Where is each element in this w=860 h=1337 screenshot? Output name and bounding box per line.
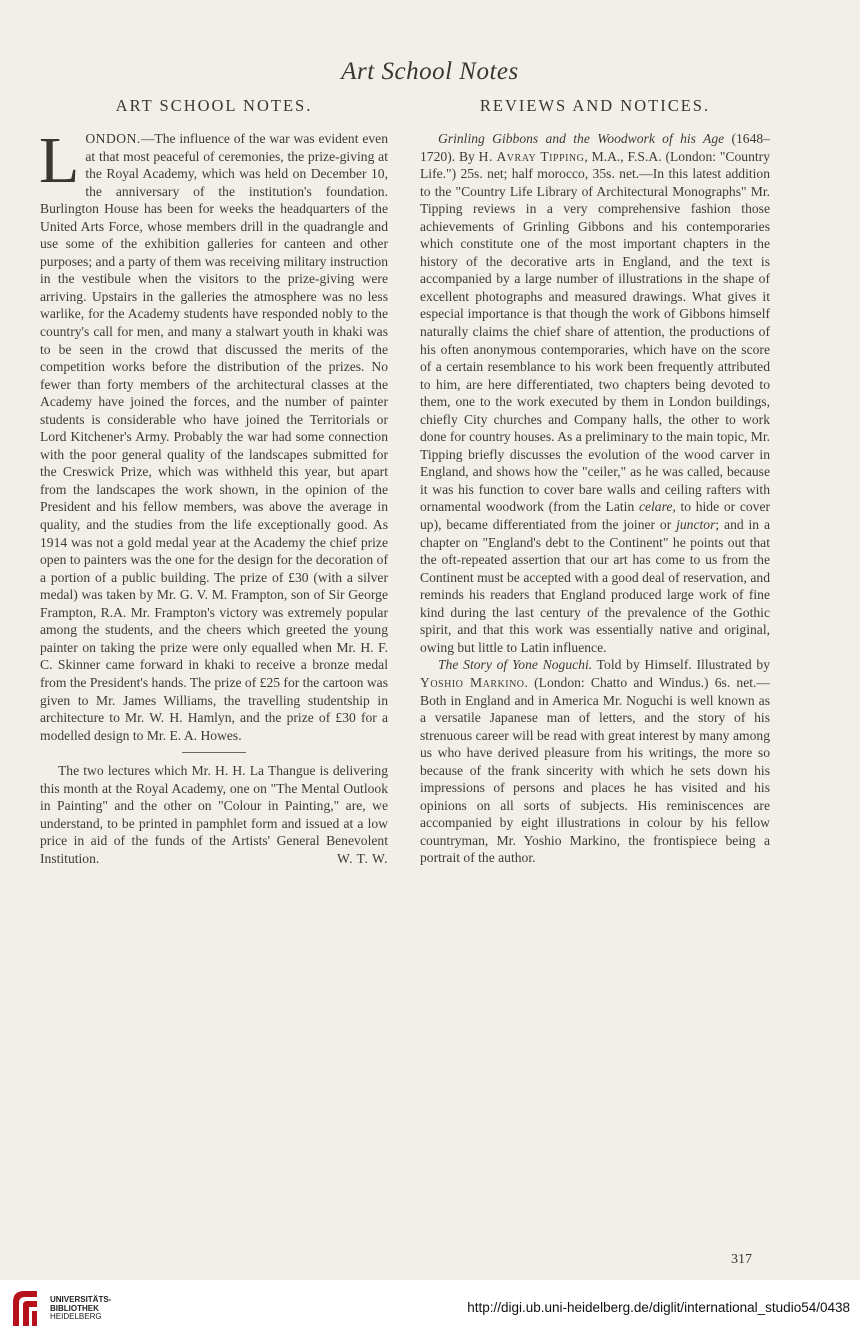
opening-paragraph-text: —The influence of the war was evident even at that most peaceful of ceremonies, the prize-giving at the Royal Academy, which was held on December 10, the anniversary of the institution's foundation. Burlington House has been for weeks the headquarters of the United Arts Force, whose members drill in the quadrangle and use some of the exhibition galleries for canteen and other purposes; and a party of them was receiving military instruction in the vestibule when the visitors to the prize-giving were arriving. Upstairs in the galleries the atmosphere was no less warlike, for the Academy students have responded nobly to the country's call for men, and many a stalwart youth in khaki was to be seen in the crowd that discussed the merits of the competition works before the distribution of the prizes. No fewer than forty members of the architectural classes at the Academy have joined the forces, and the number of painter students is considerable who have joined the Territorials or Lord Kitchener's Army. Probably the war had some connection with the poor general quality of the landscapes submitted for the Creswick Prize, which was withheld this year, but apart from the landscapes the work shown, in the opinion of the President and his fellow members, was above the average in quality, and the studies from the life exceptionally good. As 1914 was not a gold medal year at the Academy the chief prize open to painters was the one for the design for the decoration of a portion of a public building. The prize of £30 (with a silver medal) was taken by Mr. G. V. M. Frampton, son of Sir George Frampton, R.A. Mr. Frampton's victory was extremely popular among the students, and the cheers which greeted the young painter on taking the prize were only equalled when Mr. H. F. C. Skinner came forward in khaki to receive a bronze medal from the President's hands. The prize of £25 for the cartoon was given to Mr. James Williams, the travelling studentship in architecture to Mr. W. H. Hamlyn, and the prize of £30 for a modelled design to Mr. E. A. Howes. xyxy=(40,131,388,743)
author-signature: W. T. W. xyxy=(337,850,388,866)
review-2-intro: Told by Himself. Illustrated by xyxy=(592,657,770,673)
source-url-link[interactable]: http://digi.ub.uni-heidelberg.de/diglit/international_studio54/0438 xyxy=(467,1300,850,1315)
review-1-latin-junctor: junctor xyxy=(676,517,716,533)
opening-paragraph xyxy=(39,124,388,744)
running-title: Art School Notes xyxy=(341,58,519,85)
review-1-title: Grinling Gibbons and the Woodwork of his Age xyxy=(438,131,725,146)
university-library-logo-icon xyxy=(10,1288,40,1328)
review-grinling-gibbons xyxy=(420,130,770,656)
review-1-end: ; and in a chapter on "England's debt to the Continent" he points out that the oft-repeated assertion that our art has come to us from the Continent must be accepted with a good deal of reservation, and reminds his readers that England produced large work of fine kind during the last century of the prevalence of the Gothic spirit, and that this work was essentially native and original, owing but little to Latin influence. xyxy=(420,517,770,655)
review-1-middle: , to hide or cover up), became differentiated from the joiner or xyxy=(420,499,771,533)
art-school-notes-heading: ART SCHOOL NOTES. xyxy=(115,96,313,115)
library-line-3: HEIDELBERG xyxy=(50,1312,102,1321)
left-column xyxy=(40,96,388,867)
review-1-body: , M.A., F.S.A. (London: "Country Life.") 25s. net; half morocco, 35s. net.—In this latest addition to the "Country Life Library of Architectural Monographs" Mr. Tipping reviews in a very comprehensive fashion those achievements of Grinling Gibbons and his contemporaries which constitute one of the most important chapters in the history of the decorative arts in England, and the text is accompanied by a large number of illustrations in the shape of excellent photographs and measured drawings. What gives it especial importance is that though the work of Gibbons himself naturally claims the chief share of attention, the productions of his often anonymous contemporaries, which have on the score of a certain resemblance to his work been frequently attributed to him, are here differentiated, two chapters being devoted to them, one to the work executed by them in London buildings, chiefly City churches and Company halls, the other to work done for country houses. As a preliminary to the main topic, Mr. Tipping briefly discusses the evolution of the wood carver in England, and shows how the "ceiler," as he was called, because it was his function to cover bare walls and ceiling rafters with ornamental woodwork (from the Latin xyxy=(420,148,770,515)
library-line-2: BIBLIOTHEK xyxy=(50,1303,99,1313)
digitization-footer xyxy=(0,1280,860,1337)
review-1-intro: (1648–1720). By xyxy=(420,131,770,164)
page-number: 317 xyxy=(731,1252,752,1267)
section-divider xyxy=(182,752,246,753)
review-2-title: The Story of Yone Noguchi. xyxy=(438,657,593,673)
library-name xyxy=(50,1296,111,1322)
drop-cap: L xyxy=(39,124,80,197)
review-yone-noguchi xyxy=(420,656,770,867)
reviews-heading: REVIEWS AND NOTICES. xyxy=(479,96,711,115)
library-line-1: UNIVERSITÄTS- xyxy=(50,1295,112,1304)
review-1-latin-celare: celare xyxy=(638,499,673,515)
review-1-author: H. Avray Tipping xyxy=(478,148,585,164)
right-column xyxy=(420,96,770,867)
lectures-paragraph-text: The two lectures which Mr. H. H. La Thangue is delivering this month at the Royal Academy, one on "The Mental Outlook in Painting" and the other on "Colour in Painting," are, we understand, to be printed in pamphlet form and issued at a low price in aid of the funds of the Artists' General Benevolent Institution. xyxy=(40,763,388,866)
lectures-paragraph xyxy=(40,762,388,867)
review-2-body: . (London: Chatto and Windus.) 6s. net.—Both in England and in America Mr. Noguchi is well known as a versatile Japanese man of letters, and the story of his strenuous career will be read with great interest by many among us who have derived pleasure from his writings, the more so because of the frank sincerity with which he sets down his impressions of persons and places he has visited and his opinions on all sorts of subjects. His reminiscences are accompanied by eight illustrations in colour by his fellow countryman, Mr. Yoshio Markino, the frontispiece being a portrait of the author. xyxy=(420,674,770,866)
review-2-illustrator: Yoshio Markino xyxy=(420,674,525,690)
opening-word: ONDON. xyxy=(85,131,141,146)
